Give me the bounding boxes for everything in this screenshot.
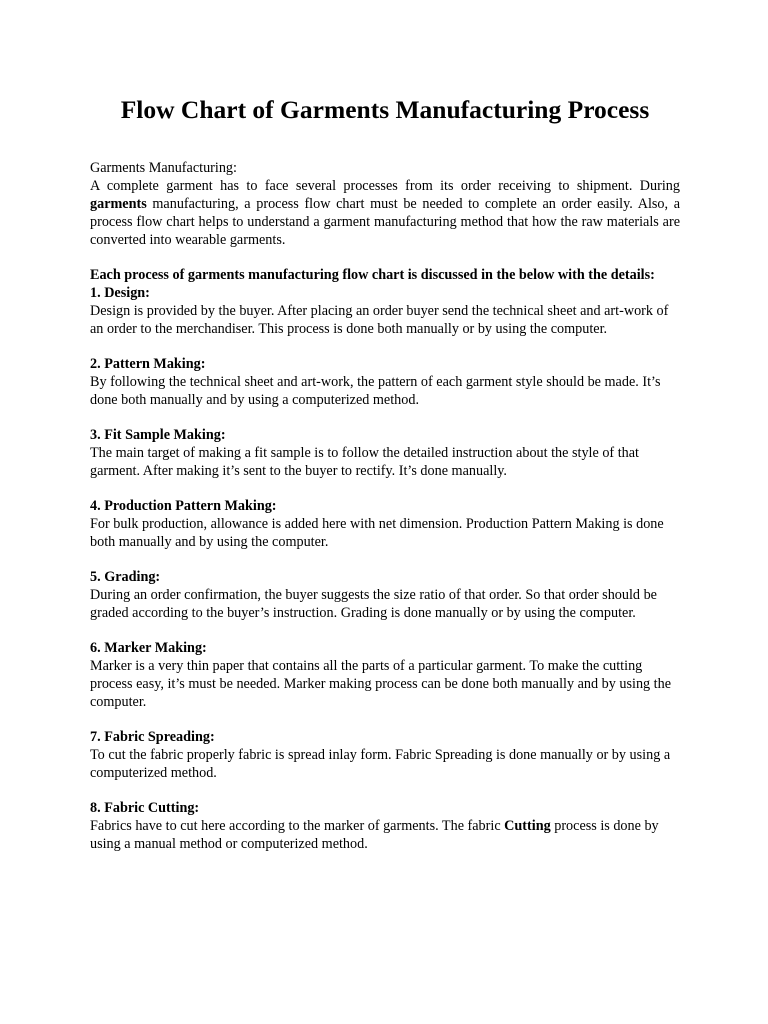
intro-line-1: A complete garment has to face several processes from its order receiving to shipment. xyxy=(90,178,633,194)
section-grading xyxy=(90,568,680,622)
intro-line-2-after: manufacturing, a process flow chart must be needed to complete an order easily. xyxy=(146,196,633,212)
section-heading: 1. Design: xyxy=(90,285,150,301)
section-heading: 8. Fabric Cutting: xyxy=(90,800,200,816)
document-body xyxy=(90,159,680,870)
section-design xyxy=(90,284,680,338)
section-body xyxy=(90,817,680,853)
intro-bold-garments: garments xyxy=(90,196,147,212)
cutting-bold-word: Cutting xyxy=(504,818,551,834)
section-heading: 5. Grading: xyxy=(90,569,161,585)
section-body: Design is provided by the buyer. After placing an order buyer send the technical sheet and art-work of an order to the merchandiser. This process is done both manually or by using the computer. xyxy=(90,303,669,337)
lead-heading: Each process of garments manufacturing flow chart is discussed in the below with the details: xyxy=(90,267,655,283)
cutting-body-before: Fabrics have to cut here according to the marker of garments. The fabric xyxy=(90,818,505,834)
section-fabric-spreading xyxy=(90,728,680,782)
intro-rest: Also, a process flow chart helps to understand a garment manufacturing method that how the raw materials are converted into wearable garments. xyxy=(90,196,681,248)
section-body: Marker is a very thin paper that contains all the parts of a particular garment. To make the cutting process easy, it’s must be needed. Marker making process can be done both manually and by using the computer. xyxy=(90,658,672,710)
section-fit-sample-making xyxy=(90,426,680,480)
intro-label: Garments Manufacturing: xyxy=(90,160,237,176)
section-marker-making xyxy=(90,639,680,711)
document-title: Flow Chart of Garments Manufacturing Process xyxy=(120,95,650,124)
section-heading: 4. Production Pattern Making: xyxy=(90,498,277,514)
section-pattern-making xyxy=(90,355,680,409)
intro-section xyxy=(90,159,680,249)
intro-paragraph xyxy=(90,177,680,249)
cutting-body-after: process is done by using a manual method or computerized method. xyxy=(90,818,659,852)
section-production-pattern-making xyxy=(90,497,680,551)
section-heading: 7. Fabric Spreading: xyxy=(90,729,215,745)
section-heading: 3. Fit Sample Making: xyxy=(90,427,226,443)
intro-line-2-before: During xyxy=(639,178,680,194)
section-body: The main target of making a fit sample is to follow the detailed instruction about the style of that garment. After making it’s sent to the buyer to rectify. It’s done manually. xyxy=(90,445,639,479)
section-heading: 6. Marker Making: xyxy=(90,640,207,656)
section-heading: 2. Pattern Making: xyxy=(90,356,206,372)
section-fabric-cutting xyxy=(90,799,680,853)
section-body: During an order confirmation, the buyer suggests the size ratio of that order. So that order should be graded according to the buyer’s instruction. Grading is done manually or by using the computer. xyxy=(90,587,657,621)
section-body: By following the technical sheet and art-work, the pattern of each garment style should be made. It’s done both manually and by using a computerized method. xyxy=(90,374,661,408)
section-body: To cut the fabric properly fabric is spread inlay form. Fabric Spreading is done manually or by using a computerized method. xyxy=(90,747,671,781)
section-body: For bulk production, allowance is added here with net dimension. Production Pattern Making is done both manually and by using the computer. xyxy=(90,516,664,550)
